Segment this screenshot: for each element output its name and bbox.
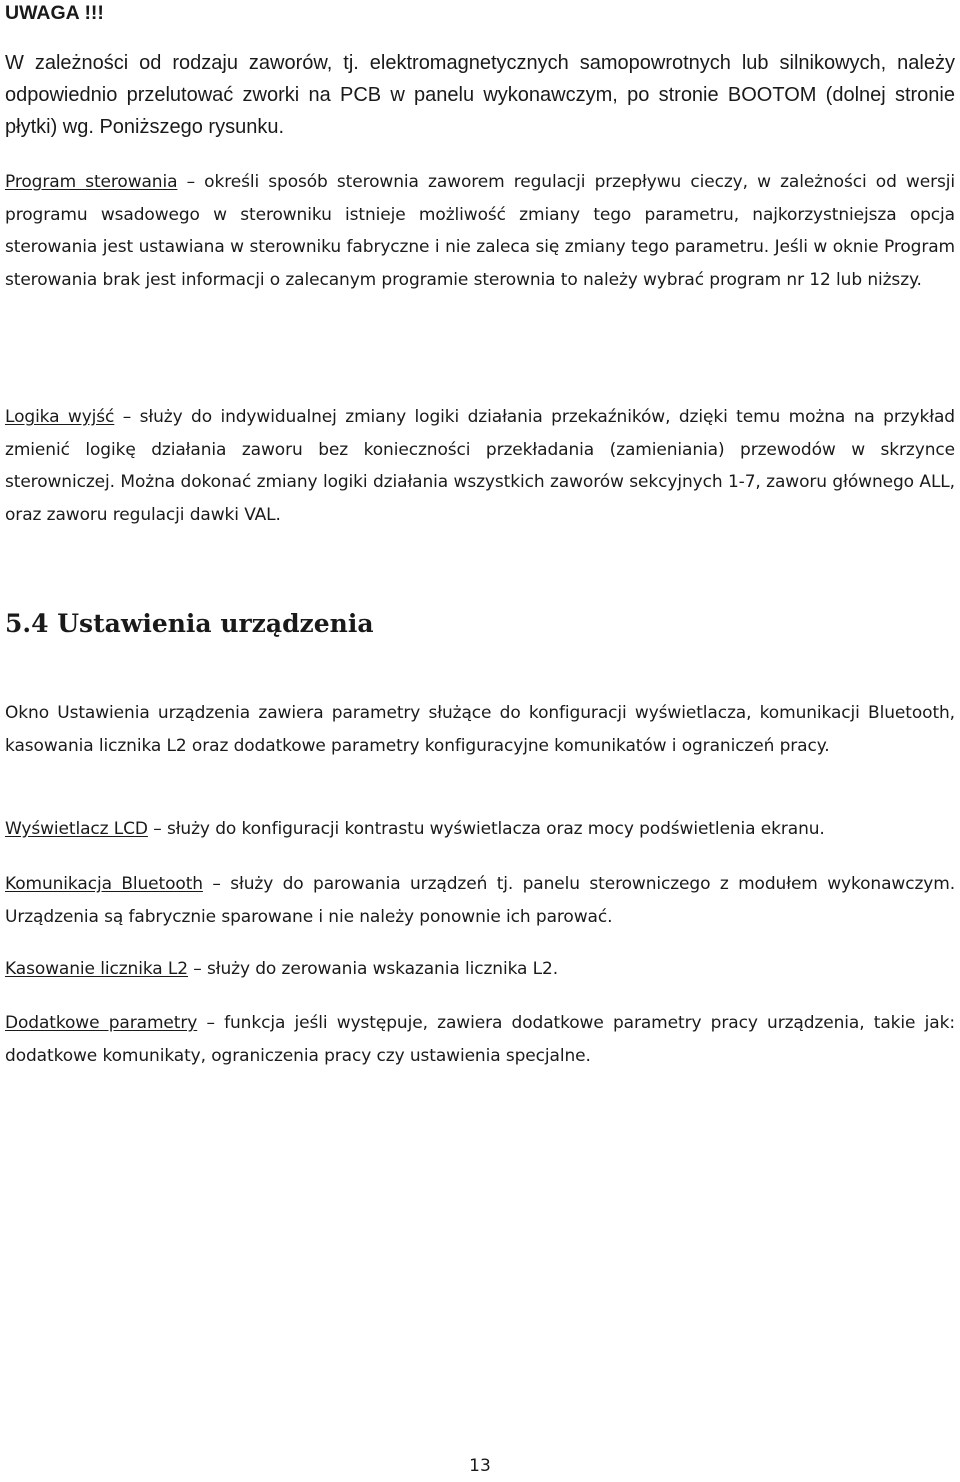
kasowanie-licznika-text: – służy do zerowania wskazania licznika L2. xyxy=(187,959,559,979)
kasowanie-licznika-term: Kasowanie licznika L2 xyxy=(5,959,188,979)
section-intro-paragraph: Okno Ustawienia urządzenia zawiera parametry służące do konfiguracji wyświetlacza, komunikacji Bluetooth, kasowania licznika L2 oraz dodatkowe parametry konfiguracyjne komunikatów i ograniczeń pracy. xyxy=(5,703,955,756)
page-number: 13 xyxy=(469,1456,491,1476)
logika-wyjsc-text: – służy do indywidualnej zmiany logiki działania przekaźników, dzięki temu można na przykład zmienić logikę działania zaworu bez konieczności przekładania (zamieniania) przewodów w skrzynce sterowniczej. Można dokonać zmiany logiki działania wszystkich zaworów sekcyjnych 1-7, zaworu głównego ALL, oraz zaworu regulacji dawki VAL. xyxy=(5,407,955,525)
warning-paragraph: W zależności od rodzaju zaworów, tj. elektromagnetycznych samopowrotnych lub silnikowych, należy odpowiednio przelutować zworki na PCB w panelu wykonawczym, po stronie BOOTOM (dolnej stronie płytki) wg. Poniższego rysunku. xyxy=(5,52,955,138)
program-sterowania-text: – określi sposób sterownia zaworem regulacji przepływu cieczy, w zależności od wersji programu wsadowego w sterowniku istnieje możliwość zmiany tego parametru, najkorzystniejsza opcja sterowania jest ustawiana w sterowniku fabryczne i nie zaleca się zmiany tego parametru. Jeśli w oknie Program sterowania brak jest informacji o zalecanym programie sterownia to należy wybrać program nr 12 lub niższy. xyxy=(5,172,955,290)
dodatkowe-parametry-term: Dodatkowe parametry xyxy=(5,1013,198,1033)
program-sterowania-term: Program sterowania xyxy=(5,172,178,192)
dodatkowe-parametry-text: – funkcja jeśli występuje, zawiera dodatkowe parametry pracy urządzenia, takie jak: dodatkowe komunikaty, ograniczenia pracy czy ustawienia specjalne. xyxy=(5,1013,955,1066)
program-sterowania-paragraph xyxy=(5,166,955,296)
section-heading: 5.4 Ustawienia urządzenia xyxy=(5,609,374,638)
komunikacja-bluetooth-text: – służy do parowania urządzeń tj. panelu sterowniczego z modułem wykonawczym. Urządzenia są fabrycznie sparowane i nie należy ponownie ich parować. xyxy=(5,874,955,927)
komunikacja-bluetooth-paragraph xyxy=(5,868,955,933)
logika-wyjsc-paragraph xyxy=(5,401,955,531)
wyswietlacz-lcd-paragraph xyxy=(5,813,955,846)
komunikacja-bluetooth-term: Komunikacja Bluetooth xyxy=(5,874,203,894)
wyswietlacz-lcd-text: – służy do konfiguracji kontrastu wyświetlacza oraz mocy podświetlenia ekranu. xyxy=(147,819,825,839)
dodatkowe-parametry-paragraph xyxy=(5,1007,955,1072)
wyswietlacz-lcd-term: Wyświetlacz LCD xyxy=(5,819,148,839)
warning-title: UWAGA !!! xyxy=(5,2,104,24)
kasowanie-licznika-paragraph xyxy=(5,953,955,986)
logika-wyjsc-term: Logika wyjść xyxy=(5,407,115,427)
